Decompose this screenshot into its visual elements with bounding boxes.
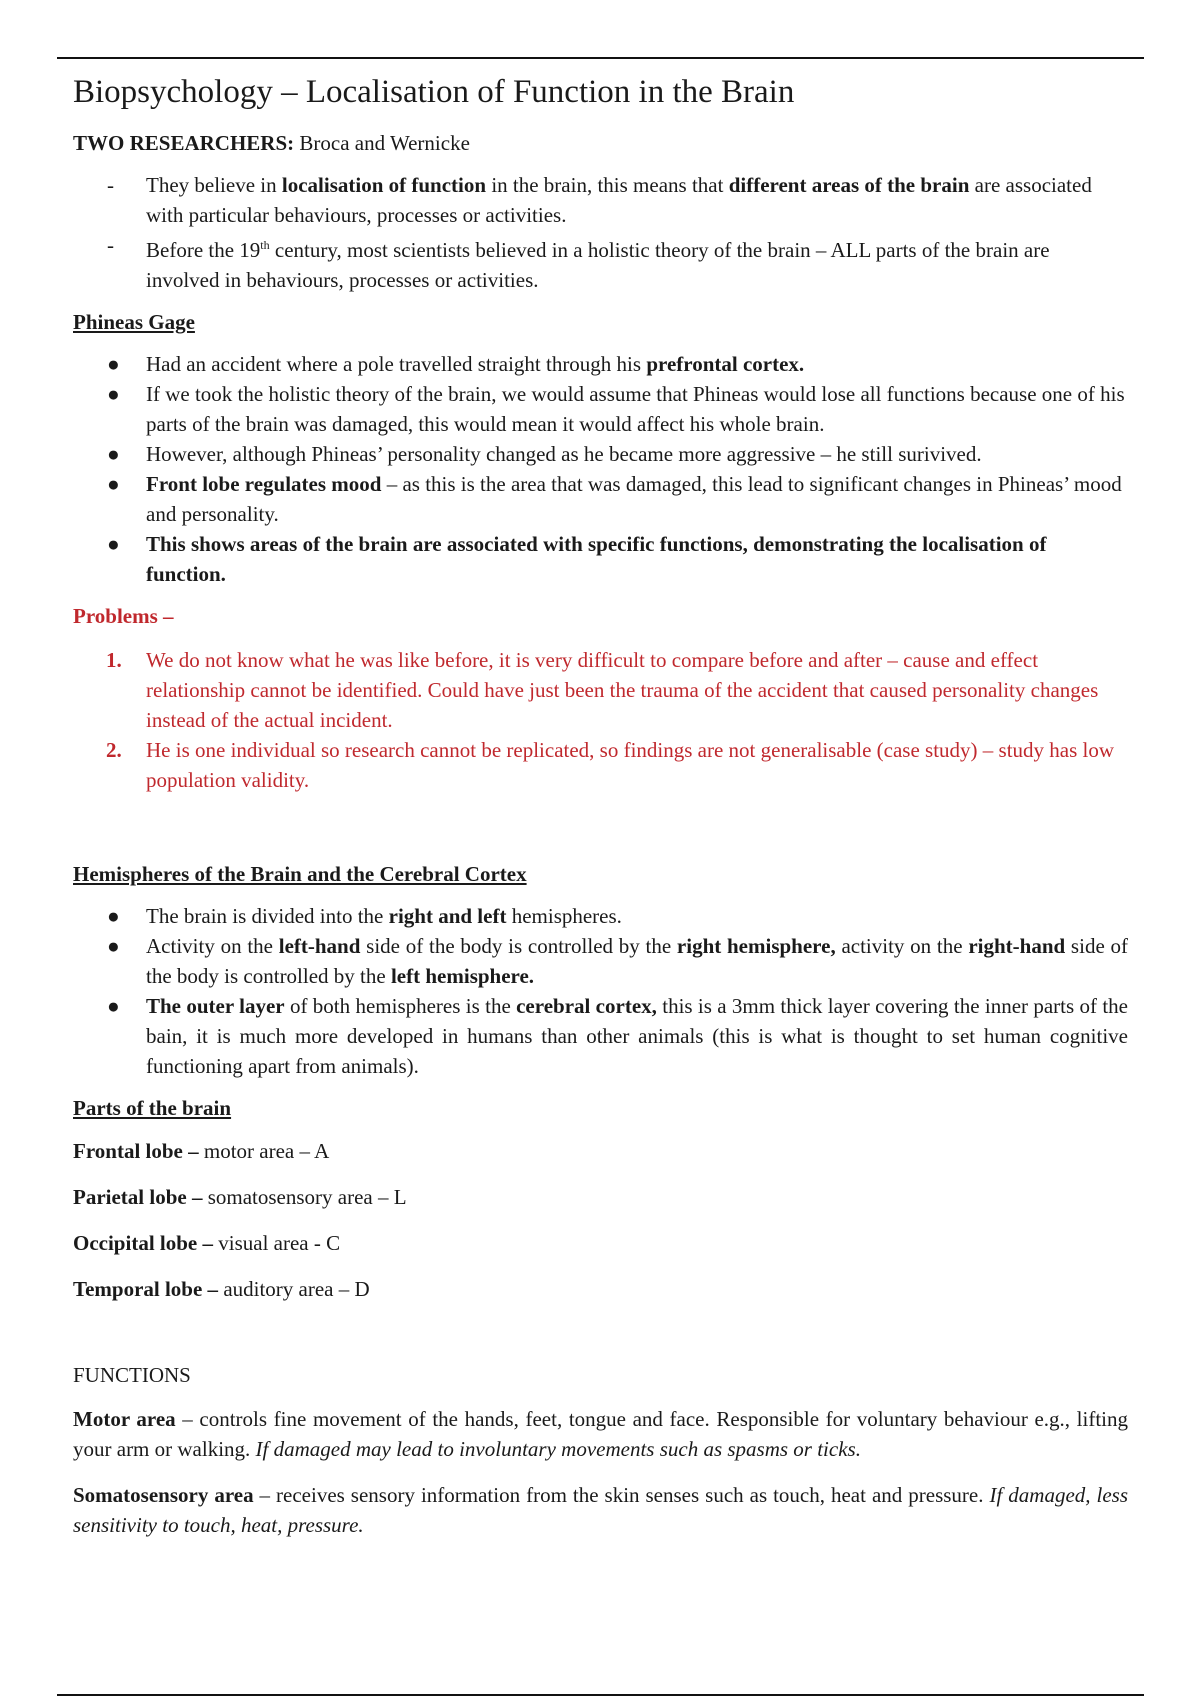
intro-item: - Before the 19th century, most scientists believed in a holistic theory of the brain – ALL parts of the brain are involved in behaviours, processes or activities.: [73, 230, 1128, 295]
problem-item: 1. We do not know what he was like before, it is very difficult to compare before and after – cause and effect relationship cannot be identified. Could have just been the trauma of the accident that caused personality changes instead of the actual incident.: [73, 645, 1128, 735]
hemispheres-heading: Hemispheres of the Brain and the Cerebral Cortex: [73, 862, 527, 886]
hemispheres-list: [73, 901, 1128, 1081]
gage-item: ● Front lobe regulates mood – as this is the area that was damaged, this lead to significant changes in Phineas’ mood and personality.: [73, 469, 1128, 529]
researchers-label: TWO RESEARCHERS:: [73, 131, 295, 155]
motor-area-paragraph: Motor area – controls fine movement of the hands, feet, tongue and face. Responsible for voluntary behaviour e.g., lifting your arm or walking. If damaged may lead to involuntary movements such as spasms or ticks.: [73, 1407, 1128, 1461]
part-frontal: Frontal lobe – motor area – A: [73, 1139, 330, 1163]
problems-heading: Problems –: [73, 604, 174, 628]
bullet-marker: ●: [107, 532, 120, 556]
hemispheres-item: ● Activity on the left-hand side of the body is controlled by the right hemisphere, activity on the right-hand side of the body is controlled by the left hemisphere.: [73, 931, 1128, 991]
researchers-names: Broca and Wernicke: [294, 131, 470, 155]
number-marker: 1.: [106, 648, 122, 672]
dash-marker: -: [107, 173, 114, 197]
gage-item: ● If we took the holistic theory of the brain, we would assume that Phineas would lose all functions because one of his parts of the brain was damaged, this would mean it would affect his whole brain.: [73, 379, 1128, 439]
intro-list: [73, 170, 1128, 295]
part-temporal: Temporal lobe – auditory area – D: [73, 1277, 370, 1301]
part-parietal: Parietal lobe – somatosensory area – L: [73, 1185, 407, 1209]
gage-list: [73, 349, 1128, 589]
document-page: [73, 72, 1128, 1540]
bullet-marker: ●: [107, 442, 120, 466]
hemispheres-item: ● The outer layer of both hemispheres is the cerebral cortex, this is a 3mm thick layer covering the inner parts of the bain, it is much more developed in humans than other animals (this is what is thought to set human cognitive functioning apart from animals).: [73, 991, 1128, 1081]
researchers-line: [73, 128, 1128, 158]
somatosensory-area-paragraph: Somatosensory area – receives sensory information from the skin senses such as touch, heat and pressure. If damaged, less sensitivity to touch, heat, pressure.: [73, 1483, 1128, 1537]
bullet-marker: ●: [107, 934, 120, 958]
page-title: Biopsychology – Localisation of Function in the Brain: [73, 74, 795, 110]
problem-item: 2. He is one individual so research cannot be replicated, so findings are not generalisable (case study) – study has low population validity.: [73, 735, 1128, 795]
bullet-marker: ●: [107, 904, 120, 928]
bullet-marker: ●: [107, 352, 120, 376]
gage-item: ● Had an accident where a pole travelled straight through his prefrontal cortex.: [73, 349, 1128, 379]
bottom-rule: [57, 1694, 1144, 1696]
functions-heading: FUNCTIONS: [73, 1363, 191, 1387]
hemispheres-item: ● The brain is divided into the right and left hemispheres.: [73, 901, 1128, 931]
bullet-marker: ●: [107, 472, 120, 496]
dash-marker: -: [107, 233, 114, 257]
gage-item: ● However, although Phineas’ personality changed as he became more aggressive – he still surivived.: [73, 439, 1128, 469]
intro-item: - They believe in localisation of function in the brain, this means that different areas of the brain are associated with particular behaviours, processes or activities.: [73, 170, 1128, 230]
gage-item: ● This shows areas of the brain are associated with specific functions, demonstrating the localisation of function.: [73, 529, 1128, 589]
part-occipital: Occipital lobe – visual area - C: [73, 1231, 341, 1255]
number-marker: 2.: [106, 738, 122, 762]
top-rule: [57, 57, 1144, 59]
problems-list: [73, 645, 1128, 795]
bullet-marker: ●: [107, 382, 120, 406]
parts-heading: Parts of the brain: [73, 1096, 232, 1120]
bullet-marker: ●: [107, 994, 120, 1018]
gage-heading: Phineas Gage: [73, 310, 195, 334]
